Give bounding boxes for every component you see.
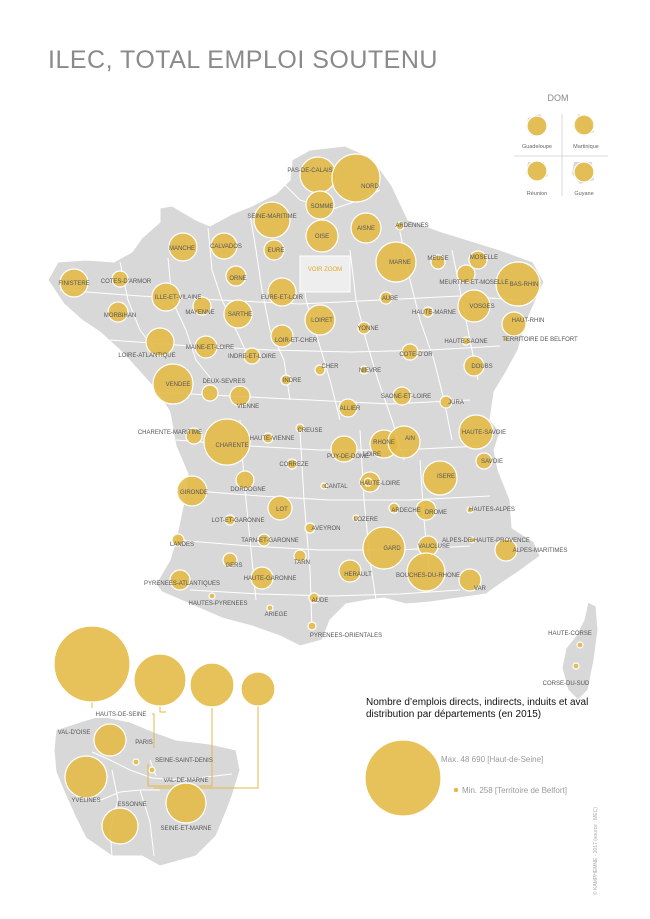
svg-text:ISERE: ISERE — [436, 474, 456, 480]
bubble-charente[interactable] — [204, 419, 250, 465]
svg-text:ILLE-ET-VILAINE: ILLE-ET-VILAINE — [154, 295, 202, 301]
svg-text:CREUSE: CREUSE — [297, 428, 323, 434]
svg-text:AISNE: AISNE — [356, 226, 376, 232]
svg-text:MARNE: MARNE — [389, 260, 411, 266]
svg-text:SAONE-ET-LOIRE: SAONE-ET-LOIRE — [380, 394, 432, 400]
svg-text:BOUCHES-DU-RHONE: BOUCHES-DU-RHONE — [395, 573, 461, 579]
svg-text:PYRENEES-ORIENTALES: PYRENEES-ORIENTALES — [309, 633, 383, 639]
dom-guadeloupe[interactable] — [522, 114, 552, 150]
svg-text:CHARENTE-MARITIME: CHARENTE-MARITIME — [137, 430, 203, 436]
svg-text:VAR: VAR — [474, 586, 486, 592]
bubble-loire-atlantique[interactable] — [146, 328, 174, 356]
svg-text:VOSGES: VOSGES — [469, 304, 495, 310]
bubble-pas-de-calais[interactable] — [300, 157, 336, 193]
idf-bubble-val-doise[interactable] — [94, 724, 126, 756]
svg-text:HAUTS-DE-SEINE: HAUTS-DE-SEINE — [95, 712, 147, 718]
legend-symbols — [365, 740, 567, 816]
svg-text:HAUTE-SAONE: HAUTE-SAONE — [444, 339, 488, 345]
legend-max-circle — [365, 740, 441, 816]
bubble-nord[interactable] — [332, 154, 380, 202]
svg-text:HAUTE-GARONNE: HAUTE-GARONNE — [243, 576, 297, 582]
svg-text:ALPES-DE-HAUTE-PROVENCE: ALPES-DE-HAUTE-PROVENCE — [442, 538, 530, 544]
svg-text:DOUBS: DOUBS — [471, 364, 493, 370]
svg-text:YONNE: YONNE — [357, 326, 379, 332]
legend-max-label: Max. 48 690 [Haut-de-Seine] — [441, 755, 544, 764]
svg-text:HERAULT: HERAULT — [344, 572, 372, 578]
svg-text:MANCHE: MANCHE — [168, 246, 196, 252]
svg-text:YVELINES: YVELINES — [71, 798, 101, 804]
bubble-corse-du-sud[interactable] — [573, 663, 579, 669]
svg-text:AVEYRON: AVEYRON — [311, 526, 341, 532]
svg-text:Martinique: Martinique — [573, 144, 599, 150]
bubble-hautes-pyrenees[interactable] — [209, 593, 215, 599]
svg-text:PARIS: PARIS — [135, 740, 153, 746]
idf-bubble-paris-large[interactable] — [134, 654, 186, 706]
svg-text:NIEVRE: NIEVRE — [358, 368, 382, 374]
svg-text:ARDENNES: ARDENNES — [395, 223, 429, 229]
svg-text:MEURTHE-ET-MOSELLE: MEURTHE-ET-MOSELLE — [439, 280, 509, 286]
svg-text:LOT: LOT — [276, 507, 288, 513]
svg-text:GARD: GARD — [383, 546, 401, 552]
svg-text:MOSELLE: MOSELLE — [469, 255, 499, 261]
svg-text:CORSE-DU-SUD: CORSE-DU-SUD — [542, 681, 590, 687]
svg-text:ALPES-MARITIMES: ALPES-MARITIMES — [512, 548, 568, 554]
svg-text:LOIRET: LOIRET — [311, 318, 333, 324]
svg-text:EURE-ET-LOIR: EURE-ET-LOIR — [260, 295, 304, 301]
dom-martinique[interactable] — [573, 114, 599, 150]
idf-bubble-yvelines[interactable] — [65, 756, 107, 798]
bubble-ariege[interactable] — [267, 605, 273, 611]
svg-text:SEINE-ET-MARNE: SEINE-ET-MARNE — [160, 826, 212, 832]
svg-text:CHER: CHER — [321, 364, 339, 370]
svg-text:LANDES: LANDES — [169, 542, 195, 548]
svg-text:VAUCLUSE: VAUCLUSE — [418, 544, 450, 550]
svg-text:VAL-D'OISE: VAL-D'OISE — [57, 730, 91, 736]
legend-min-circle — [454, 788, 458, 792]
svg-text:Réunion: Réunion — [526, 191, 548, 197]
legend-title: Nombre d’emplois directs, indirects, induits et aval distribution par départements (en 2015) — [366, 697, 589, 720]
svg-text:SAVOIE: SAVOIE — [481, 459, 503, 465]
svg-text:VIENNE: VIENNE — [236, 404, 260, 410]
svg-text:HAUTE-VIENNE: HAUTE-VIENNE — [249, 436, 295, 442]
svg-text:SOMME: SOMME — [310, 204, 334, 210]
svg-text:VAL-DE-MARNE: VAL-DE-MARNE — [163, 778, 209, 784]
svg-text:CORREZE: CORREZE — [279, 462, 309, 468]
svg-text:PYRENEES-ATLANTIQUES: PYRENEES-ATLANTIQUES — [144, 581, 220, 587]
legend-min-label: Min. 258 [Territoire de Belfort] — [462, 786, 567, 795]
svg-text:GIRONDE: GIRONDE — [179, 490, 209, 496]
svg-text:HAUTES-ALPES: HAUTES-ALPES — [469, 507, 515, 513]
svg-text:CANTAL: CANTAL — [324, 484, 348, 490]
svg-text:JURA: JURA — [448, 400, 464, 406]
svg-text:PUY-DE-DOME: PUY-DE-DOME — [326, 454, 370, 460]
dom-guyane[interactable] — [572, 162, 594, 197]
svg-text:FINISTERE: FINISTERE — [58, 281, 90, 287]
svg-text:TARN: TARN — [294, 560, 310, 566]
svg-text:GERS: GERS — [225, 563, 243, 569]
svg-text:HAUTE-MARNE: HAUTE-MARNE — [411, 310, 457, 316]
dom-heading: DOM — [547, 93, 569, 103]
bubble-morbihan[interactable] — [108, 302, 128, 322]
svg-text:RHONE: RHONE — [373, 440, 395, 446]
svg-text:HAUTE-LOIRE: HAUTE-LOIRE — [359, 481, 401, 487]
idf-bubble-val-de-marne[interactable] — [166, 783, 206, 823]
page-title: ILEC, TOTAL EMPLOI SOUTENU — [48, 46, 438, 74]
svg-text:BAS-RHIN: BAS-RHIN — [509, 282, 539, 288]
svg-text:AUDE: AUDE — [311, 598, 329, 604]
svg-text:ORNE: ORNE — [229, 276, 247, 282]
svg-text:DROME: DROME — [424, 510, 448, 516]
svg-text:SARTHE: SARTHE — [227, 312, 253, 318]
svg-text:VENDEE: VENDEE — [165, 382, 191, 388]
svg-text:HAUTES-PYRENEES: HAUTES-PYRENEES — [188, 601, 248, 607]
zoom-label[interactable]: VOIR ZOOM — [307, 267, 343, 273]
bubble-eure-et-loir[interactable] — [268, 278, 296, 306]
idf-bubble-seine-saint-denis[interactable] — [149, 767, 155, 773]
svg-text:HAUTE-SAVOIE: HAUTE-SAVOIE — [461, 430, 507, 436]
svg-text:ESSONNE: ESSONNE — [117, 802, 147, 808]
svg-text:MAYENNE: MAYENNE — [185, 310, 215, 316]
svg-text:TARN-ET-GARONNE: TARN-ET-GARONNE — [241, 538, 299, 544]
svg-text:DEUX-SEVRES: DEUX-SEVRES — [202, 379, 246, 385]
bubble-deux-sevres[interactable] — [202, 385, 218, 401]
bubble-pyrenees-atlantiques[interactable] — [170, 570, 190, 590]
svg-text:SEINE-SAINT-DENIS: SEINE-SAINT-DENIS — [155, 758, 213, 764]
svg-text:MORBIHAN: MORBIHAN — [103, 313, 137, 319]
svg-text:ARIEGE: ARIEGE — [264, 612, 288, 618]
bubble-seine-maritime[interactable] — [254, 202, 290, 238]
svg-text:LOIR-ET-CHER: LOIR-ET-CHER — [274, 338, 318, 344]
idf-bubble-hauts-de-seine-large[interactable] — [54, 626, 130, 702]
svg-text:ARDECHE: ARDECHE — [391, 508, 421, 514]
bubble-haut-rhin[interactable] — [502, 312, 526, 336]
svg-text:INDRE-ET-LOIRE: INDRE-ET-LOIRE — [227, 354, 277, 360]
svg-text:ALLIER: ALLIER — [339, 406, 361, 412]
svg-text:HAUTE-CORSE: HAUTE-CORSE — [548, 631, 592, 637]
svg-text:AUBE: AUBE — [381, 296, 399, 302]
svg-text:AIN: AIN — [404, 436, 416, 442]
bubble-bouches-du-rhone[interactable] — [407, 553, 445, 591]
svg-text:CHARENTE: CHARENTE — [215, 443, 249, 449]
dom-reunion[interactable] — [526, 161, 548, 197]
svg-text:Guadeloupe: Guadeloupe — [522, 144, 552, 150]
svg-text:LOT-ET-GARONNE: LOT-ET-GARONNE — [211, 518, 265, 524]
svg-text:SEINE-MARITIME: SEINE-MARITIME — [247, 214, 297, 220]
svg-text:LOIRE-ATLANTIQUE: LOIRE-ATLANTIQUE — [118, 353, 176, 359]
svg-text:MEUSE: MEUSE — [427, 256, 449, 262]
credit-text: © KAMPHEMNE - 2017 (source : MEC) — [593, 807, 599, 895]
svg-text:LOZERE: LOZERE — [353, 517, 379, 523]
svg-text:MAINE-ET-LOIRE: MAINE-ET-LOIRE — [185, 345, 235, 351]
svg-text:HAUT-RHIN: HAUT-RHIN — [511, 318, 545, 324]
svg-text:CALVADOS: CALVADOS — [210, 244, 242, 250]
svg-text:PAS-DE-CALAIS: PAS-DE-CALAIS — [287, 168, 333, 174]
svg-text:EURE: EURE — [267, 248, 285, 254]
bubble-vienne[interactable] — [230, 386, 250, 406]
svg-text:INDRE: INDRE — [282, 378, 302, 384]
idf-bubble-val-de-marne-large[interactable] — [241, 672, 275, 706]
bubble-pyrenees-orientales[interactable] — [308, 622, 316, 630]
idf-bubble-paris[interactable] — [133, 759, 139, 765]
svg-text:TERRITOIRE DE BELFORT: TERRITOIRE DE BELFORT — [502, 337, 578, 343]
svg-text:NORD: NORD — [361, 184, 379, 190]
idf-bubble-essonne[interactable] — [102, 808, 138, 844]
svg-text:COTES-D'ARMOR: COTES-D'ARMOR — [100, 279, 152, 285]
svg-text:OISE: OISE — [314, 234, 330, 240]
svg-text:Guyane: Guyane — [574, 191, 594, 197]
svg-text:DORDOGNE: DORDOGNE — [230, 487, 266, 493]
idf-zoom-area[interactable] — [300, 256, 350, 292]
svg-text:COTE-D'OR: COTE-D'OR — [399, 352, 433, 358]
bubble-haute-corse[interactable] — [577, 642, 583, 648]
bubble-herault[interactable] — [339, 560, 361, 582]
idf-bubble-seine-saint-denis-large[interactable] — [190, 663, 234, 707]
svg-text:LOIRE: LOIRE — [362, 452, 382, 458]
